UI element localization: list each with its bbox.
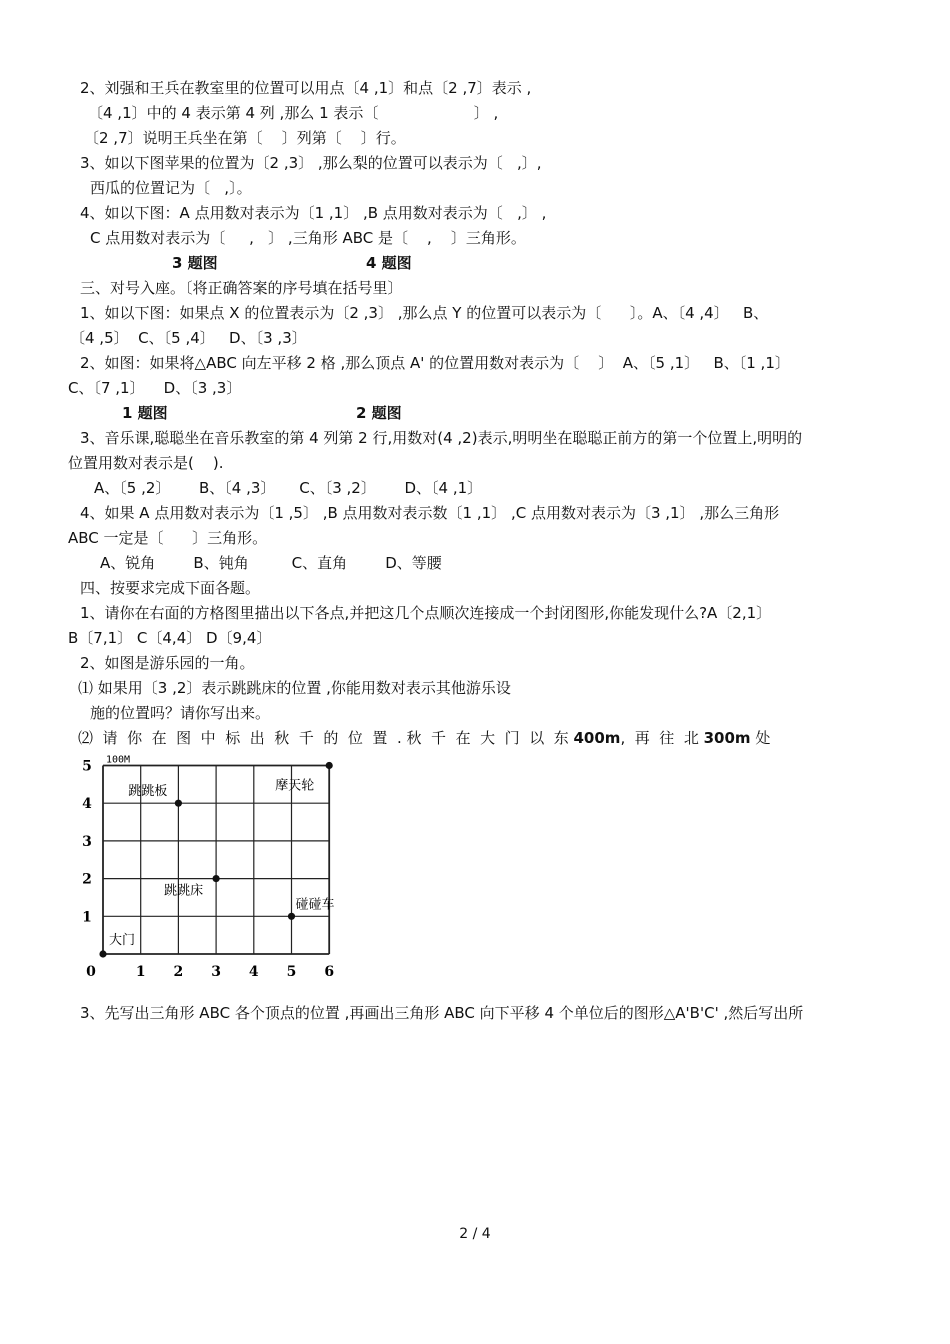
y-tick-label: 2 — [82, 871, 92, 888]
section-three-heading: 三、对号入座。〔将正确答案的序号填在括号里〕 — [80, 279, 403, 297]
y-tick-label: 4 — [82, 796, 92, 813]
q2-text-line3: 〔2 ,7〕说明王兵坐在第〔 〕列第〔 〕行。 — [84, 129, 406, 147]
x-tick-label: 4 — [248, 964, 259, 980]
q2-text-line1: 2、刘强和王兵在教室里的位置可以用点〔4 ,1〕和点〔2 ,7〕表示 , — [80, 79, 532, 97]
q3-text-line2: 西瓜的位置记为〔 ,〕。 — [90, 179, 252, 197]
x-tick-label: 2 — [173, 964, 184, 980]
s3-q2-line1: 2、如图：如果将△ABC 向左平移 2 格 ,那么顶点 A' 的位置用数对表示为〔 〕 A、〔5 ,1〕 B、〔1 ,1〕 — [80, 354, 790, 372]
caption-fig1: 1 题图 — [122, 404, 168, 422]
s4-q2-heading: 2、如图是游乐园的一角。 — [80, 654, 255, 672]
s3-q4-line2: ABC 一定是〔 〕三角形。 — [68, 529, 268, 547]
q4-text-line2: C 点用数对表示为〔 , 〕 ,三角形 ABC 是〔 , 〕三角形。 — [90, 229, 526, 247]
q4-text-line1: 4、如以下图：A 点用数对表示为〔1 ,1〕 ,B 点用数对表示为〔 ,〕 , — [80, 204, 547, 222]
y-tick-label: 3 — [82, 833, 92, 850]
place-point — [99, 950, 106, 957]
s3-q4-line1: 4、如果 A 点用数对表示为〔1 ,5〕 ,B 点用数对表示数〔1 ,1〕 ,C 点用数对表示为〔3 ,1〕 ,那么三角形 — [80, 504, 780, 522]
s4-q2-part1-line1: ⑴ 如果用〔3 ,2〕表示跳跳床的位置 ,你能用数对表示其他游乐设 — [78, 679, 511, 697]
place-label: 碰碰车 — [295, 897, 335, 913]
x-tick-label: 1 — [135, 964, 146, 980]
caption-fig2: 2 题图 — [356, 404, 402, 422]
s3-q1-line1: 1、如以下图：如果点 X 的位置表示为〔2 ,3〕 ,那么点 Y 的位置可以表示为〔 〕。A、〔4 ,4〕 B、 — [80, 304, 769, 322]
s3-q2-line2: C、〔7 ,1〕 D、〔3 ,3〕 — [68, 379, 242, 397]
s3-q3-line2: 位置用数对表示是( ). — [68, 454, 224, 472]
x-tick-label: 3 — [211, 964, 221, 980]
s4-q2-part2-line — [78, 728, 770, 748]
distance-east: 400m — [573, 729, 621, 747]
q2-text-line2: 〔4 ,1〕中的 4 表示第 4 列 ,那么 1 表示〔 〕 , — [88, 104, 499, 122]
q3-text-line1: 3、如以下图苹果的位置为〔2 ,3〕 ,那么梨的位置可以表示为〔 ,〕, — [80, 154, 542, 172]
place-point — [288, 913, 295, 920]
x-tick-label: 0 — [86, 964, 96, 980]
place-point — [175, 800, 182, 807]
s4-q1-line2: B〔7,1〕 C〔4,4〕 D〔9,4〕 — [68, 629, 272, 647]
x-tick-label: 6 — [324, 964, 335, 980]
caption-fig3: 3 题图 — [172, 254, 218, 272]
place-label: 跳跳床 — [164, 883, 204, 899]
distance-north: 300m — [703, 729, 751, 747]
s3-q4-options: A、锐角 B、钝角 C、直角 D、等腰 — [100, 554, 442, 572]
page-number: 2 / 4 — [459, 1226, 491, 1242]
x-tick-label: 5 — [286, 964, 297, 980]
s3-q3-options: A、〔5 ,2〕 B、〔4 ,3〕 C、〔3 ,2〕 D、〔4 ,1〕 — [94, 479, 483, 497]
place-label: 大门 — [109, 933, 136, 948]
s3-q1-line2: 〔4 ,5〕 C、〔5 ,4〕 D、〔3 ,3〕 — [70, 329, 307, 347]
y-tick-label: 1 — [82, 909, 92, 926]
place-point — [213, 875, 220, 882]
s4-q1-line1: 1、请你在右面的方格图里描出以下各点,并把这几个点顺次连接成一个封闭图形,你能发现什么?A〔2,1〕 — [80, 604, 772, 622]
amusement-park-grid — [70, 748, 360, 988]
s4-q2-part2-suffix: 处 — [750, 729, 771, 747]
place-label: 摩天轮 — [275, 778, 315, 794]
caption-fig4: 4 题图 — [366, 254, 412, 272]
unit-label: 100M — [106, 754, 131, 766]
place-point — [326, 762, 333, 769]
s4-q2-part2-mid: , 再 往 北 — [620, 729, 704, 747]
s3-q3-line1: 3、音乐课,聪聪坐在音乐教室的第 4 列第 2 行,用数对(4 ,2)表示,明明坐在聪聪正前方的第一个位置上,明明的 — [80, 429, 803, 447]
section-four-heading: 四、按要求完成下面各题。 — [80, 579, 261, 597]
s4-q2-part2-prefix: ⑵ 请 你 在 图 中 标 出 秋 千 的 位 置 . 秋 千 在 大 门 以 东 — [78, 729, 574, 747]
place-label: 跳跳板 — [128, 784, 168, 800]
s4-q3-line1: 3、先写出三角形 ABC 各个顶点的位置 ,再画出三角形 ABC 向下平移 4 个单位后的图形△A'B'C' ,然后写出所 — [80, 1004, 804, 1022]
y-tick-label: 5 — [82, 758, 92, 775]
s4-q2-part1-line2: 施的位置吗？请你写出来。 — [90, 704, 271, 722]
